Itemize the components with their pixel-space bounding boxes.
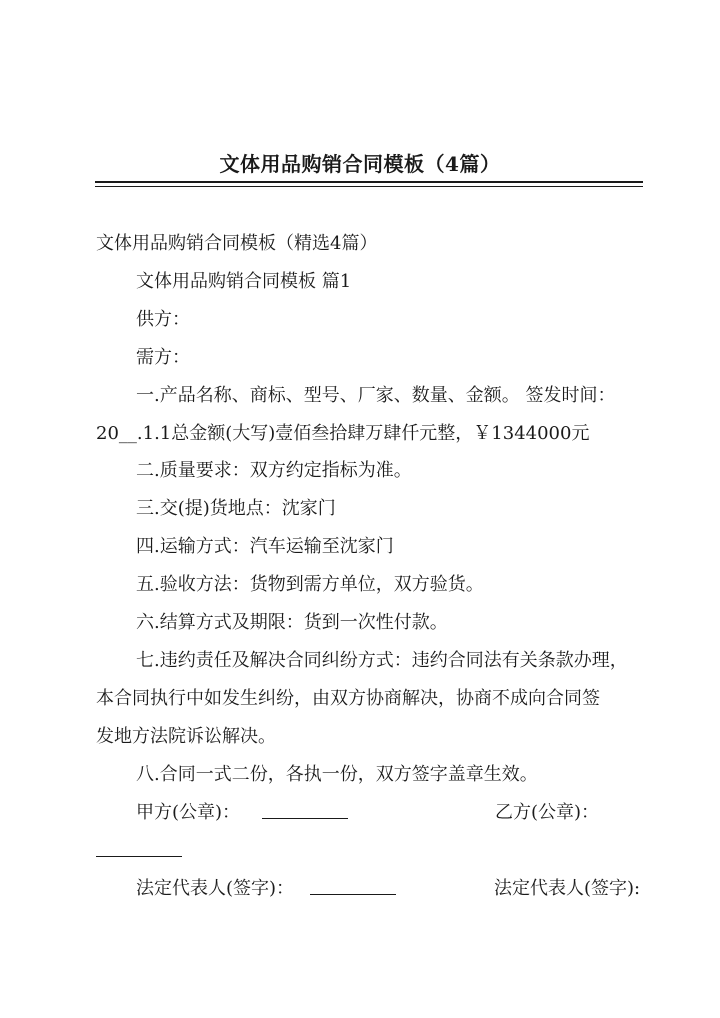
party-a-seal-label: 甲方(公章)：	[136, 802, 241, 823]
title-rule-thick	[95, 181, 643, 183]
clause-6: 六.结算方式及期限：货到一次性付款。	[136, 612, 448, 633]
clause-5: 五.验收方法：货物到需方单位，双方验货。	[136, 574, 484, 595]
clause-2: 二.质量要求：双方约定指标为准。	[136, 460, 412, 481]
clause-1-line-2: 20__.1.1总金额(大写)壹佰叁拾肆万肆仟元整，￥1344000元	[96, 423, 590, 444]
document-subheading: 文体用品购销合同模板 篇1	[136, 271, 352, 292]
clause-7-line-1: 七.违约责任及解决合同纠纷方式：违约合同法有关条款办理，	[136, 650, 628, 671]
clause-4: 四.运输方式：汽车运输至沈家门	[136, 536, 394, 557]
party-a-seal-blank	[262, 800, 348, 819]
party-b-seal-label: 乙方(公章)：	[495, 802, 600, 823]
clause-7-line-3: 发地方法院诉讼解决。	[96, 726, 276, 747]
document-title: 文体用品购销合同模板（4篇）	[219, 152, 501, 176]
buyer-label: 需方：	[136, 347, 190, 368]
clause-8: 八.合同一式二份，各执一份，双方签字盖章生效。	[136, 764, 538, 785]
title-rule-thin	[95, 186, 643, 187]
document-heading: 文体用品购销合同模板（精选4篇）	[96, 233, 378, 254]
legal-rep-a-label: 法定代表人(签字)：	[136, 878, 295, 899]
clause-3: 三.交(提)货地点：沈家门	[136, 498, 336, 519]
clause-7-line-2: 本合同执行中如发生纠纷，由双方协商解决，协商不成向合同签	[96, 688, 600, 709]
supplier-label: 供方：	[136, 309, 190, 330]
legal-rep-b-label: 法定代表人(签字):	[494, 878, 641, 899]
clause-1-line-1: 一.产品名称、商标、型号、厂家、数量、金额。 签发时间：	[136, 385, 616, 406]
party-b-seal-blank	[96, 838, 182, 857]
legal-rep-a-blank	[310, 876, 396, 895]
